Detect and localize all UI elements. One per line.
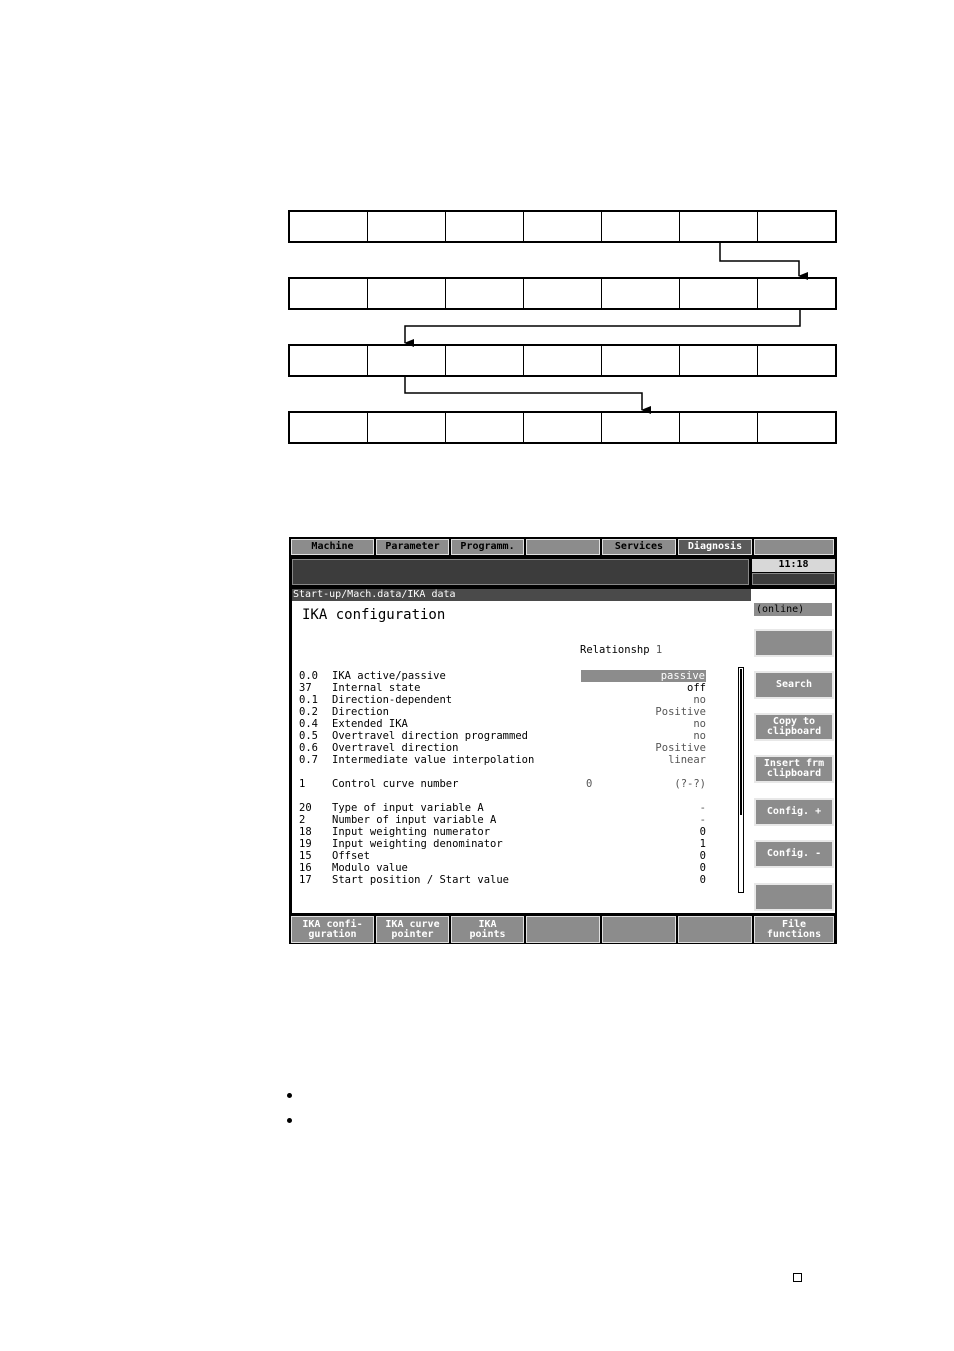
parameter-number: 20 <box>299 802 312 814</box>
parameter-number: 1 <box>299 778 306 790</box>
parameter-number: 0.6 <box>299 742 318 754</box>
status-badge: (online) <box>754 603 832 616</box>
parameter-number: 0.4 <box>299 718 318 730</box>
softkey-horizontal-5[interactable] <box>602 916 676 943</box>
page-marker-icon <box>793 1273 802 1282</box>
parameter-mid-value: 0 <box>586 778 593 790</box>
clock-field <box>752 573 835 585</box>
softkey-horizontal-3[interactable]: IKA points <box>451 916 524 943</box>
bullet-2 <box>287 1118 292 1123</box>
arrow-2 <box>405 310 800 343</box>
parameter-value[interactable]: Positive <box>655 742 706 754</box>
arrow-3 <box>405 377 642 410</box>
parameter-label: IKA active/passive <box>332 670 446 682</box>
parameter-label: Type of input variable A <box>332 802 484 814</box>
parameter-row[interactable] <box>292 682 722 694</box>
parameter-number: 0.0 <box>299 670 318 682</box>
bullet-1 <box>287 1093 292 1098</box>
softkey-horizontal-6[interactable] <box>678 916 752 943</box>
parameter-row[interactable] <box>292 742 722 754</box>
parameter-row[interactable] <box>292 778 722 790</box>
softkey-horizontal-1[interactable]: IKA confi- guration <box>291 916 374 943</box>
softkey-horizontal-4[interactable] <box>526 916 600 943</box>
parameter-value[interactable]: off <box>687 682 706 694</box>
parameter-label: Internal state <box>332 682 421 694</box>
parameter-value[interactable]: Positive <box>655 706 706 718</box>
parameter-value[interactable]: - <box>699 814 706 826</box>
parameter-label: Input weighting denominator <box>332 838 503 850</box>
parameter-row[interactable] <box>292 850 722 862</box>
parameter-value[interactable]: passive <box>581 670 706 682</box>
parameter-label: Direction-dependent <box>332 694 453 706</box>
parameter-number: 0.5 <box>299 730 318 742</box>
parameter-row[interactable] <box>292 814 722 826</box>
relationship-value: 1 <box>655 644 663 656</box>
parameter-row[interactable] <box>292 706 722 718</box>
page-title: IKA configuration <box>302 607 446 623</box>
tab-programm[interactable]: Programm. <box>451 539 524 555</box>
parameter-number: 0.1 <box>299 694 318 706</box>
relationship-display <box>580 644 662 656</box>
tab-diagnosis[interactable]: Diagnosis <box>678 539 752 555</box>
tab-empty-6[interactable] <box>754 539 834 555</box>
parameter-row[interactable] <box>292 730 722 742</box>
parameter-row[interactable] <box>292 670 722 682</box>
parameter-row[interactable] <box>292 826 722 838</box>
parameter-value[interactable]: no <box>693 718 706 730</box>
parameter-label: Input weighting numerator <box>332 826 491 838</box>
parameter-number: 0.2 <box>299 706 318 718</box>
diagram-arrows <box>0 0 954 460</box>
parameter-label: Intermediate value interpolation <box>332 754 535 766</box>
softkey-vertical-4[interactable]: Insert frm clipboard <box>754 755 834 783</box>
breadcrumb: Start-up/Mach.data/IKA data <box>292 589 751 601</box>
parameter-label: Start position / Start value <box>332 874 510 886</box>
softkey-vertical-1[interactable] <box>754 629 834 657</box>
parameter-value[interactable]: 0 <box>699 826 706 838</box>
parameter-number: 19 <box>299 838 312 850</box>
parameter-number: 17 <box>299 874 312 886</box>
parameter-label: Overtravel direction programmed <box>332 730 528 742</box>
parameter-row[interactable] <box>292 754 722 766</box>
parameter-label: Modulo value <box>332 862 408 874</box>
softkey-horizontal-7[interactable]: File functions <box>754 916 834 943</box>
parameter-label: Direction <box>332 706 389 718</box>
parameter-number: 0.7 <box>299 754 318 766</box>
parameter-value[interactable]: 1 <box>699 838 706 850</box>
tab-parameter[interactable]: Parameter <box>376 539 449 555</box>
tab-machine[interactable]: Machine <box>291 539 374 555</box>
parameter-row[interactable] <box>292 718 722 730</box>
parameter-value[interactable]: no <box>693 694 706 706</box>
softkey-vertical-7[interactable] <box>754 883 834 911</box>
parameter-value[interactable]: linear <box>668 754 706 766</box>
parameter-number: 2 <box>299 814 306 826</box>
softkey-vertical-5[interactable]: Config. + <box>754 798 834 826</box>
parameter-label: Overtravel direction <box>332 742 459 754</box>
cnc-screen <box>289 537 837 944</box>
scrollbar-thumb[interactable] <box>740 669 742 815</box>
scrollbar[interactable] <box>738 667 744 893</box>
parameter-row[interactable] <box>292 838 722 850</box>
parameter-number: 37 <box>299 682 312 694</box>
parameter-label: Offset <box>332 850 370 862</box>
parameter-label: Extended IKA <box>332 718 408 730</box>
parameter-row[interactable] <box>292 802 722 814</box>
parameter-number: 16 <box>299 862 312 874</box>
parameter-value[interactable]: (?-?) <box>674 778 706 790</box>
softkey-vertical-6[interactable]: Config. - <box>754 840 834 868</box>
parameter-value[interactable]: 0 <box>699 862 706 874</box>
tab-services[interactable]: Services <box>602 539 676 555</box>
parameter-label: Number of input variable A <box>332 814 497 826</box>
parameter-value[interactable]: no <box>693 730 706 742</box>
parameter-value[interactable]: - <box>699 802 706 814</box>
clock: 11:18 <box>752 559 835 573</box>
arrow-1 <box>720 243 799 276</box>
parameter-number: 15 <box>299 850 312 862</box>
message-bar <box>292 559 749 585</box>
softkey-vertical-2[interactable]: Search <box>754 671 834 699</box>
parameter-row[interactable] <box>292 862 722 874</box>
parameter-number: 18 <box>299 826 312 838</box>
parameter-row[interactable] <box>292 694 722 706</box>
softkey-vertical-3[interactable]: Copy to clipboard <box>754 713 834 741</box>
parameter-value[interactable]: 0 <box>699 850 706 862</box>
tab-empty-3[interactable] <box>526 539 600 555</box>
softkey-horizontal-2[interactable]: IKA curve pointer <box>376 916 449 943</box>
parameter-row[interactable] <box>292 874 722 886</box>
relationship-label: Relationshp <box>580 644 650 656</box>
parameter-label: Control curve number <box>332 778 459 790</box>
parameter-value[interactable]: 0 <box>699 874 706 886</box>
